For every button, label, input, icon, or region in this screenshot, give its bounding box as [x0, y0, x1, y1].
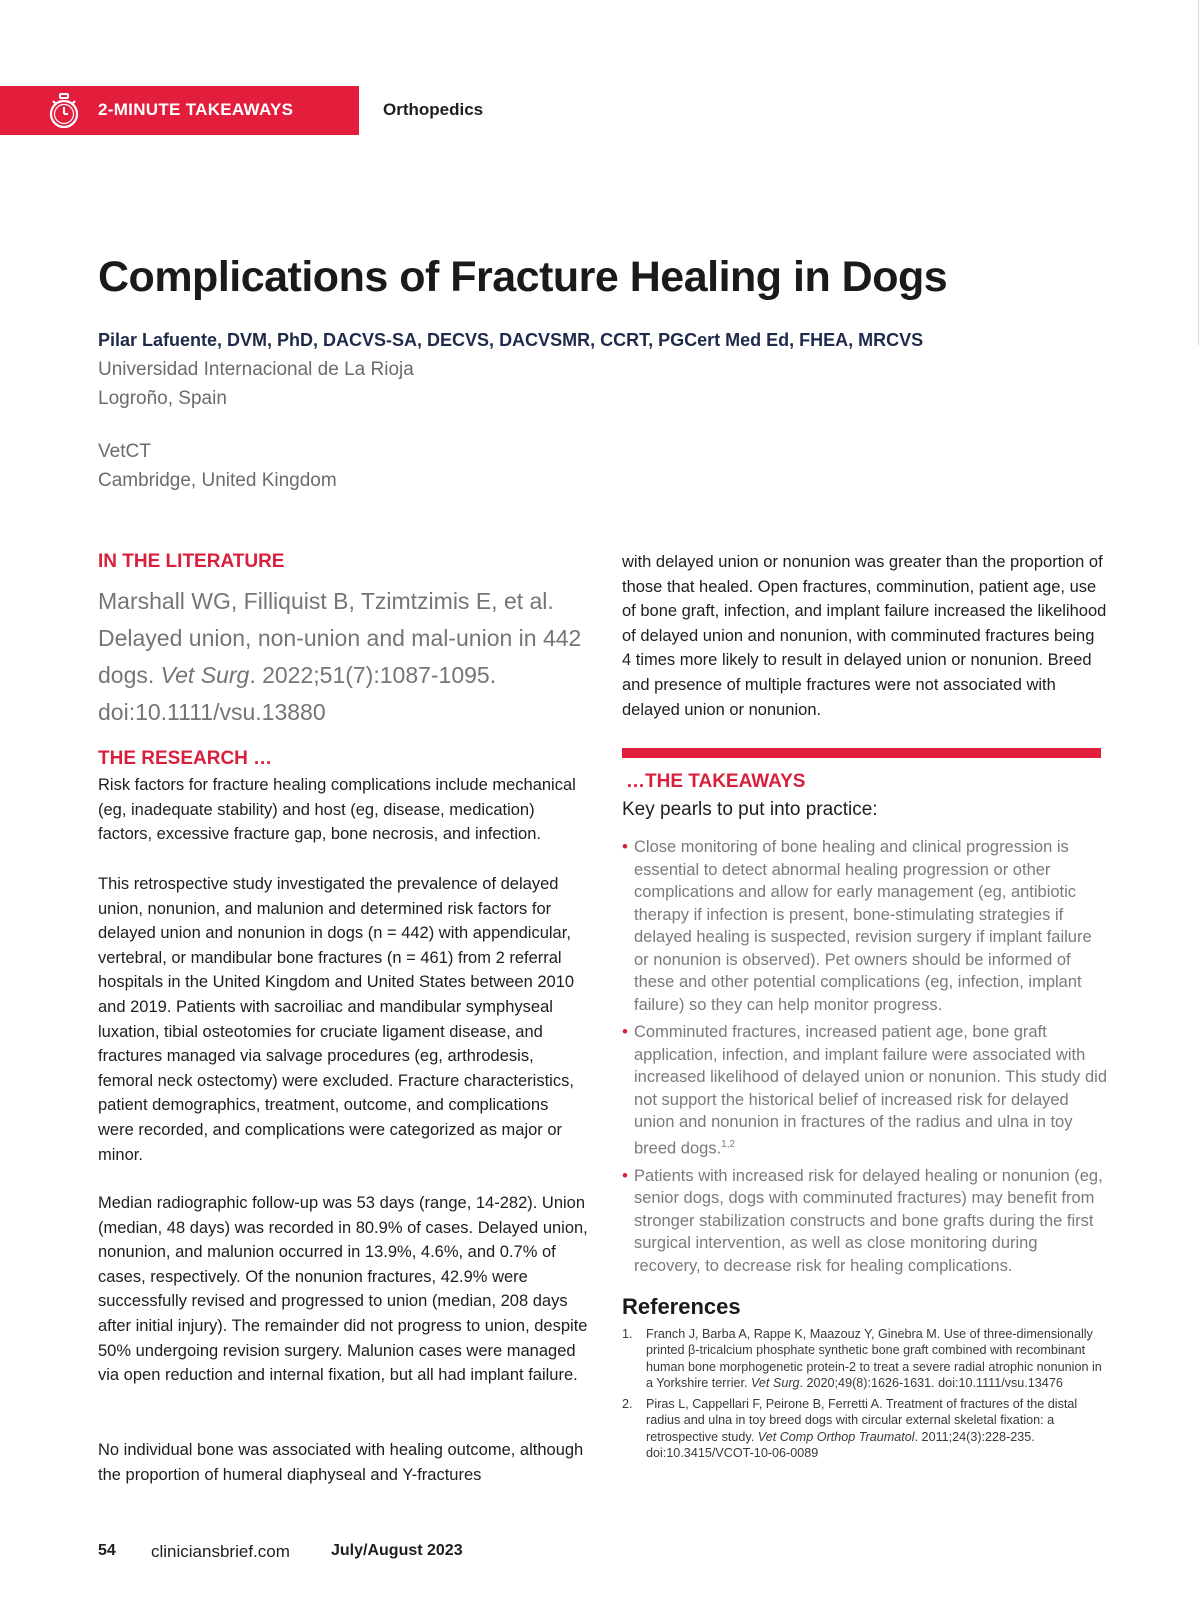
author-line: Pilar Lafuente, DVM, PhD, DACVS-SA, DECVS, DACVSMR, CCRT, PGCert Med Ed, FHEA, MRCVS [98, 330, 924, 350]
page-edge-divider [1198, 0, 1199, 345]
research-paragraph-4: No individual bone was associated with healing outcome, although the proportion of humeral diaphyseal and Y-fractures [98, 1441, 584, 1484]
affiliation-2-name: VetCT [98, 441, 151, 462]
bullet-icon: • [622, 837, 628, 856]
reference-journal: Vet Comp Orthop Traumatol [757, 1429, 915, 1444]
reference-number: 1. [622, 1327, 633, 1341]
bullet-icon: • [622, 1022, 628, 1041]
stopwatch-icon [47, 93, 81, 129]
takeaways-intro: Key pearls to put into practice: [622, 799, 878, 820]
literature-heading: IN THE LITERATURE [98, 551, 285, 572]
takeaway-item [622, 836, 1107, 1016]
reference-superscript: 1,2 [721, 1138, 736, 1150]
affiliation-1 [98, 355, 414, 413]
reference-number: 2. [622, 1397, 633, 1412]
research-heading: THE RESEARCH … [98, 748, 273, 769]
reference-item [622, 1326, 1102, 1391]
citation-journal: Vet Surg [160, 662, 250, 688]
affiliation-1-name: Universidad Internacional de La Rioja [98, 359, 414, 380]
takeaway-item [622, 1021, 1107, 1160]
reference-journal: Vet Surg [751, 1375, 800, 1390]
takeaway-text: Comminuted fractures, increased patient age, bone graft application, infection, and implant failure were associated with increased likelihood of delayed union or nonunion. This study did not support the historical belief of increased risk for delayed union and nonunion in fractures of the radius and ulna in toy breed dogs. [634, 1023, 1108, 1157]
page-number: 54 [98, 1542, 116, 1559]
literature-citation [98, 583, 588, 731]
takeaway-item [622, 1165, 1107, 1278]
site-url: cliniciansbrief.com [151, 1542, 290, 1561]
takeaway-text: Patients with increased risk for delayed healing or nonunion (eg, senior dogs, dogs with comminuted fractures) may benefit from stronger stabilization constructs and bone grafts during the first surgical intervention, as well as close monitoring during recovery, to decrease risk for healing complications. [634, 1166, 1103, 1275]
takeaway-text: Close monitoring of bone healing and clinical progression is essential to detect abnormal healing progression or other complications and allow for early management (eg, antibiotic therapy if infection is present, bone-stimulating strategies if delayed healing is suspected, revision surgery if implant failure or nonunion is observed). Pet owners should be informed of these and other potential complications (eg, infection, implant failure) so they can help monitor progress. [634, 838, 1092, 1014]
takeaways-list [622, 836, 1107, 1282]
reference-item [622, 1396, 1102, 1461]
takeaways-divider [622, 748, 1101, 758]
research-paragraph-continued: with delayed union or nonunion was greater than the proportion of those that healed. Open fractures, comminution, patient age, use of bone graft, infection, and implant failure increased the likelihood of delayed union and nonunion, with comminuted fractures being 4 times more likely to result in delayed union or nonunion. Breed and presence of multiple fractures were not associated with delayed union or nonunion. [622, 553, 1107, 719]
reference-details: . 2020;49(8):1626-1631. doi:10.1111/vsu.13476 [799, 1375, 1063, 1390]
affiliation-2 [98, 437, 337, 495]
research-paragraph-1: Risk factors for fracture healing complications include mechanical (eg, inadequate stability) and host (eg, disease, medication) factors, excessive fracture gap, bone necrosis, and infection. [98, 776, 576, 844]
issue-date: July/August 2023 [331, 1542, 463, 1559]
bullet-icon: • [622, 1165, 628, 1185]
reference-text: Piras L, Cappellari F, Peirone B, Ferretti A. Treatment of fractures of the distal radius and ulna in toy breed dogs with circular external skeletal fixation: a retrospective study. [646, 1397, 1078, 1444]
takeaways-badge: 2-MINUTE TAKEAWAYS [98, 100, 294, 119]
reference-details: . 2011;24(3):228-235. doi:10.3415/VCOT-10-06-0089 [646, 1429, 1035, 1461]
references-list [622, 1326, 1102, 1466]
references-heading: References [622, 1294, 741, 1319]
affiliation-1-location: Logroño, Spain [98, 388, 227, 409]
takeaways-heading: …THE TAKEAWAYS [626, 771, 806, 792]
research-paragraph-2: This retrospective study investigated the prevalence of delayed union, nonunion, and malunion and determined risk factors for delayed union and nonunion in dogs (n = 442) with appendicular, vertebral, or mandibular bone fractures (n = 461) from 2 referral hospitals in the United Kingdom and United States between 2010 and 2019. Patients with sacroiliac and mandibular symphyseal luxation, tibial osteotomies for cruciate ligament disease, and fractures managed via salvage procedures (eg, arthrodesis, femoral neck ostectomy) were excluded. Fracture characteristics, patient demographics, treatment, outcome, and complications were recorded, and complications were categorized as major or minor. [98, 875, 575, 1164]
citation-authors-title: Marshall WG, Filliquist B, Tzimtzimis E, et al. Delayed union, non-union and mal-union in 442 dogs. [98, 588, 582, 688]
section-label: Orthopedics [383, 100, 484, 119]
research-paragraph-3: Median radiographic follow-up was 53 days (range, 14-282). Union (median, 48 days) was recorded in 80.9% of cases. Delayed union, nonunion, and malunion occurred in 13.9%, 4.6%, and 0.7% of cases, respectively. Of the nonunion fractures, 42.9% were successfully revised and progressed to union (median, 208 days after initial injury). The remainder did not progress to union, despite 50% undergoing revision surgery. Malunion cases were managed via open reduction and internal fixation, but all had implant failure. [98, 1194, 588, 1385]
reference-text: Franch J, Barba A, Rappe K, Maazouz Y, Ginebra M. Use of three-dimensionally printed β-tricalcium phosphate synthetic bone graft combined with recombinant human bone morphogenetic protein-2 to treat a severe radial atrophic nonunion in a Yorkshire terrier. [646, 1327, 1102, 1390]
citation-details: . 2022;51(7):1087-1095. doi:10.1111/vsu.13880 [98, 662, 497, 725]
article-title: Complications of Fracture Healing in Dogs [98, 253, 948, 301]
affiliation-2-location: Cambridge, United Kingdom [98, 470, 337, 491]
